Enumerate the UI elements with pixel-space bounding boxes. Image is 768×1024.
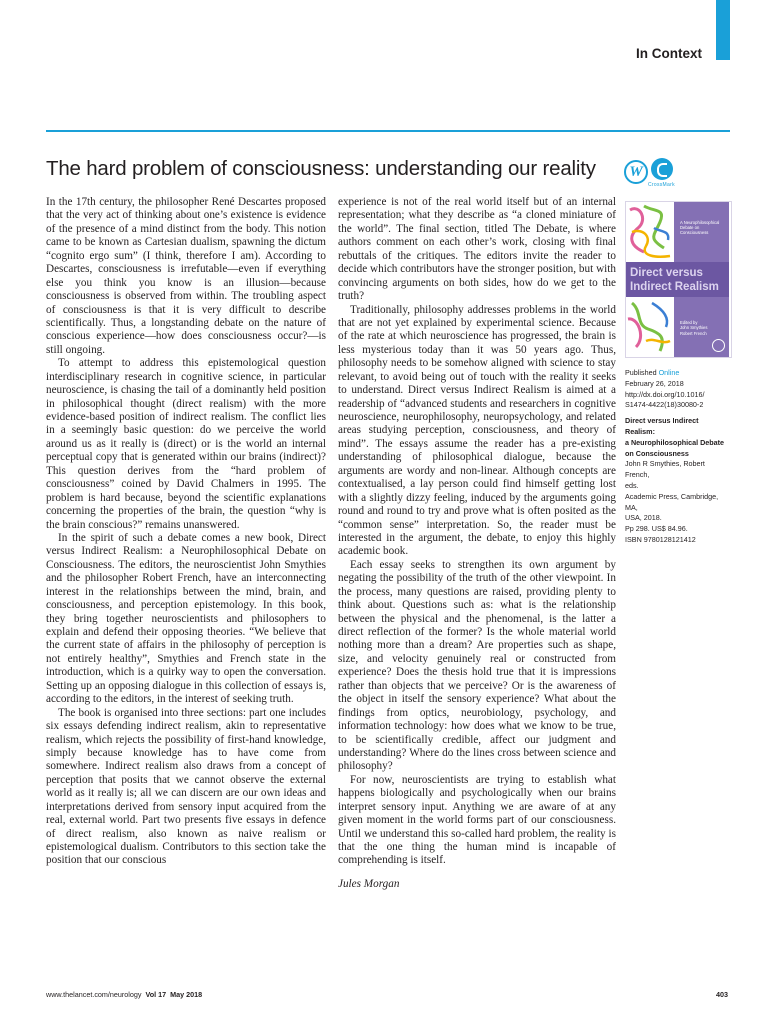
cover-editor: John Smythies [680,325,708,331]
journal-url-link[interactable]: www.thelancet.com/neurology [46,990,142,999]
article-column-2 [338,196,616,891]
crossmark-label: CrossMark [648,182,675,188]
paragraph: Each essay seeks to strengthen its own argument by negating the possibility of the truth of the other viewpoint. In the process, many questions are raised, providing plenty to think about. Questions such as: what is the relationship between the physical and the phenomenal, is the latter a direct reflection of the former? Is the whole material world nothing more than a dream? Are properties such as shape, size, and velocity genuinely real or constructed from experience? Does the thesis hold true that it is impressions rather than objects that we perceive? Or is the awareness of the object in itself the sensory experience? What about the findings from optics, neurobiology, psychology, and information technology: how does what we know to be true, to be scientifically credible, affect our judgment and understanding? Where do the lines cross between science and philosophy? [338,558,616,773]
journal-issue-date: May 2018 [170,990,203,999]
w-icon[interactable]: W [624,160,648,184]
cover-editor: Robert French [680,330,707,336]
footer-journal-info [46,990,202,999]
published-online-link[interactable]: Online [658,368,680,377]
cover-title-line-1 [630,268,703,280]
book-cover-image [625,201,732,358]
paragraph: For now, neuroscientists are trying to establish what happens biologically and psychologically when our brains interpret sensory input. Anything we are aware of at any given moment in the world forms part of our consciousness. Until we understand this so-called hard problem, the reality is that the one thing the human mind is incapable of comprehending is itself. [338,773,616,867]
article-title: The hard problem of consciousness: understanding our reality [46,157,596,180]
journal-volume: Vol 17 [145,990,167,999]
cover-edited-by: Edited by [680,320,698,325]
published-label: Published [625,368,657,377]
publication-meta [625,368,730,546]
book-publisher: USA, 2018. [625,513,662,523]
book-editors: eds. [625,480,639,490]
cover-editors [680,320,726,336]
cover-title-word: Direct [630,267,663,279]
cover-title-word: Indirect [630,281,672,293]
article-column-1 [46,196,326,868]
cover-artwork [626,297,674,357]
doi-link[interactable]: http://dx.doi.org/10.1016/ [625,389,705,399]
section-color-bar [716,0,730,60]
book-title: on Consciousness [625,448,689,458]
published-date: February 26, 2018 [625,378,684,388]
section-label: In Context [636,46,702,61]
cover-title-line-2 [630,282,719,294]
paragraph: experience is not of the real world itself but of an internal representation; what they describe as “a cloned miniature of the world”. The final section, titled The Debate, is where authors comment on each other’s work, closing with final rebuttals of the critiques. The editors invite the reader to decide which contributors have the stronger position, but with convincing arguments on both sides, how do we get to the truth? [338,196,616,303]
page-number: 403 [716,990,728,999]
book-isbn: ISBN 9780128121412 [625,534,696,544]
crossmark-icon[interactable] [651,158,673,180]
book-title: Direct versus Indirect Realism: [625,416,699,436]
book-title: a Neurophilosophical Debate [625,437,725,447]
book-price: Pp 298. US$ 84.96. [625,524,688,534]
author-byline: Jules Morgan [338,877,400,890]
cover-artwork [626,202,674,262]
paragraph: To attempt to address this epistemological question interdisciplinary research in cognitive science, in particular neuroscience, is chasing the tail of a dominantly held position in philosophical thought (direct realism) with the more evidence-based position of indirect realism. The conflict lies in a seemingly basic question: do we perceive the world around us as it really is (direct) or is the world an internal perceptual copy that is generated within our brains (indirect)? This question derives from the “hard problem of consciousness” coined by David Chalmers in 1995. The problem is hard because, beyond the scientific explanations concerning the properties of the brain, the question “why is the brain conscious?” remains unanswered. [46,357,326,531]
book-publisher: Academic Press, Cambridge, MA, [625,491,719,512]
cover-tagline: A Neurophilosophical Debate on Consciousness [680,220,720,236]
doi-link-continued[interactable]: S1474-4422(18)30080-2 [625,400,704,410]
cover-title-word: Realism [674,281,719,293]
paragraph: In the spirit of such a debate comes a new book, Direct versus Indirect Realism: a Neurophilosophical Debate on Consciousness. The editors, the neuroscientist John Smythies and the philosopher Robert French, have an interconnecting interest in the relationships between the mind, brain, and consciousness, and perception epistemology. In this book, they bring together neuroscientists and philosophers to explain and defend their opposing theories. “We believe that the current state of affairs in the philosophy of perception is not entirely healthy”, Smythies and French state in the introduction, which is a quirky way to open the conversation. Setting up an opposing dialogue in this collection of essays is, according to the editors, in the interest of seeking truth. [46,531,326,706]
paragraph: In the 17th century, the philosopher René Descartes proposed that the very act of thinking about one’s existence is evidence of the presence of a mind distinct from the body. This notion came to be known as Cartesian dualism, spawning the dictum “cognito ergo sum” (I think, therefore I am). According to Descartes, consciousness is irrefutable—even if everything else you think you know is an illusion—because consciousness is observed from within. The troubling aspect of consciousness is that it is very difficult to describe scientifically. Thus, a longstanding debate on the nature of conscious experience—how does consciousness occur?—is still ongoing. [46,196,326,356]
article-badges [624,158,684,192]
header-rule [46,130,730,132]
cover-title-word: versus [665,267,703,279]
book-sidebar [625,201,730,546]
publisher-logo-icon [712,339,725,352]
book-editors: John R Smythies, Robert French, [625,459,705,480]
paragraph: Traditionally, philosophy addresses problems in the world that are not yet explained by experimental science. Because of the rate at which neuroscience has progressed, the brain is less mysterious today than it was 50 years ago. Thus, philosophy needs to be somehow aligned with science to stay relevant, to avoid being out of touch with the reality it seeks to understand. Direct versus Indirect Realism is aimed at a readership of “advanced students and researchers in cognitive neuroscience, neurophilosophy, neuropsychology, and related areas studying perception, consciousness, and theory of mind”. The essays assume the reader has a pre-existing understanding of philosophical dialogue, because the arguments are wordy and non-linear. Although concepts are contextualised, a lay person could find himself getting lost with a slightly dizzy feeling, induced by the arguments going round and round to try and prove what is often posited as the “common sense” interpretation. So, the reader must be interested in the argument, the debate, to enjoy this highly academic book. [338,303,616,558]
paragraph: The book is organised into three sections: part one includes six essays defending indirect realism, akin to representative realism, which rejects the possibility of first-hand knowledge, simply because knowledge has to have come from somewhere. Indirect realism also draws from a concept of perception that posits that we cannot observe the external world as it really is; all we can discern are our own ideas and interpretations derived from sensory input acquired from the real, external world. Part two presents five essays in defence of direct realism, also known as naive realism or epistemological dualism. Contributors to this section take the position that our conscious [46,706,326,867]
